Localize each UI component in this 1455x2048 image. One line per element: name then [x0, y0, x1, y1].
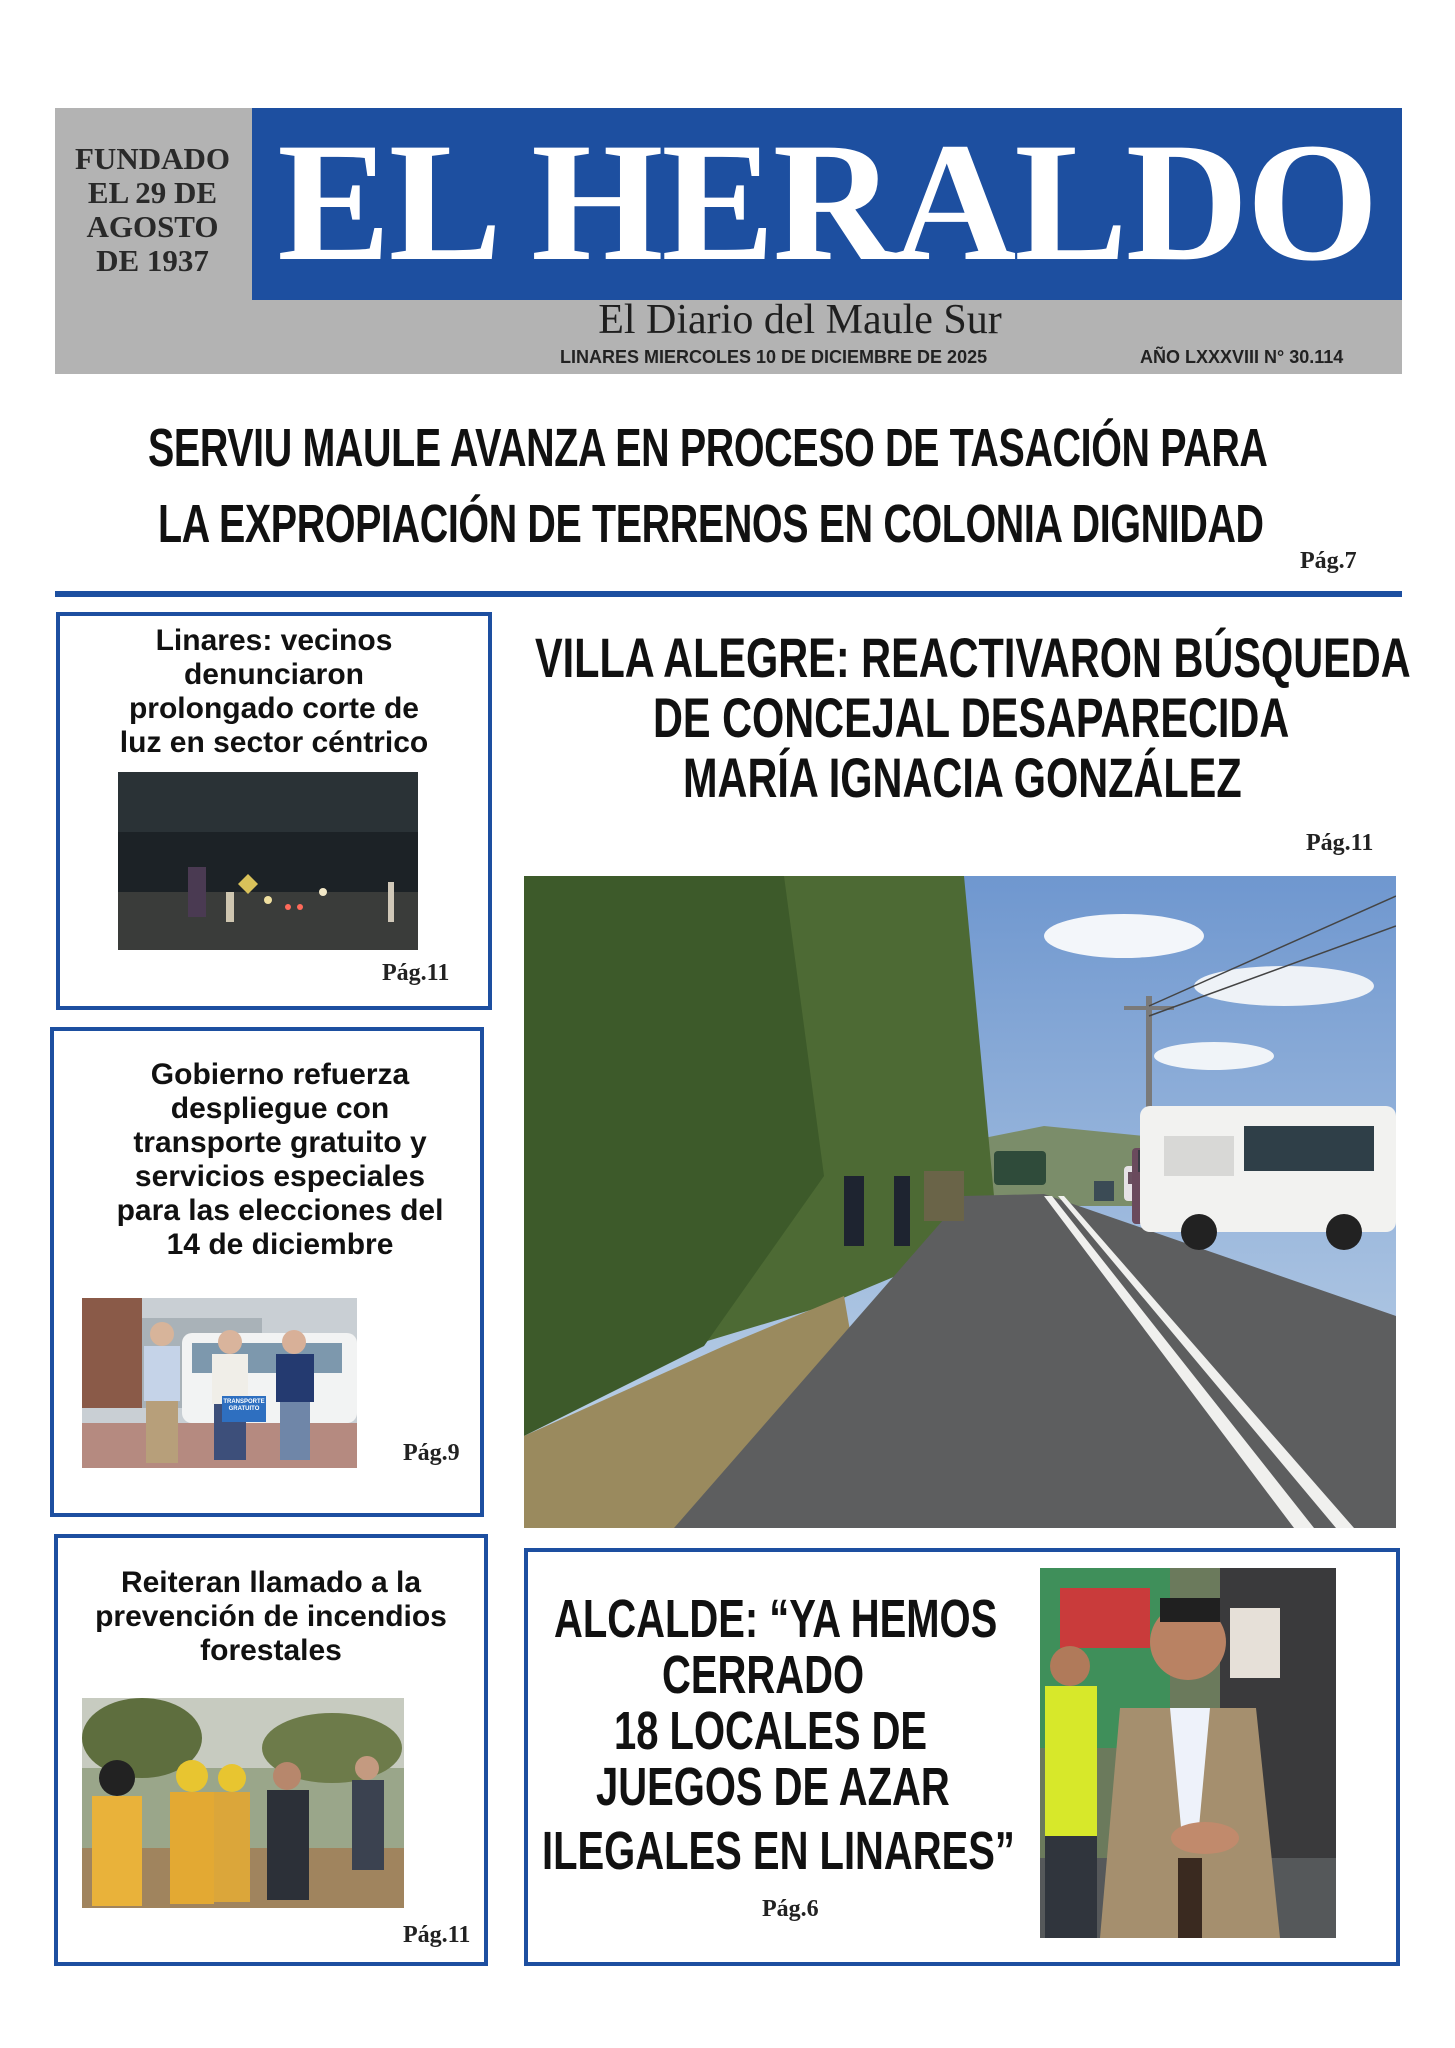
- firefighters-photo: [82, 1698, 404, 1908]
- headline-line: Linares: vecinos: [155, 624, 393, 657]
- founded-line: DE 1937: [96, 243, 209, 278]
- headline-line: prevención de incendios: [95, 1600, 447, 1633]
- main-headline[interactable]: [535, 626, 1411, 809]
- headline-line: transporte gratuito y: [133, 1126, 427, 1159]
- lead-headline-line1[interactable]: SERVIU MAULE AVANZA EN PROCESO DE TASACIÓN PARA: [148, 418, 1268, 478]
- founded-line: AGOSTO: [86, 209, 219, 244]
- mayor-headline-line: ILEGALES EN LINARES”: [542, 1821, 1015, 1881]
- mayor-headline[interactable]: [530, 1589, 1015, 1890]
- side1-page-ref: Pág.11: [382, 960, 450, 986]
- divider-rule: [55, 591, 1402, 597]
- issue-number: AÑO LXXXVIII N° 30.114: [1140, 347, 1344, 367]
- newspaper-title: EL HERALDO: [277, 108, 1377, 296]
- founded-line: EL 29 DE: [87, 175, 218, 210]
- mayor-headline-line: ALCALDE: “YA HEMOS: [554, 1589, 998, 1649]
- side3-page-ref: Pág.11: [403, 1922, 471, 1948]
- side-story-headline[interactable]: [70, 1058, 490, 1262]
- mayor-headline-line: JUEGOS DE AZAR: [596, 1757, 950, 1817]
- headline-line: 14 de diciembre: [166, 1228, 394, 1261]
- side-story-headline[interactable]: [58, 1566, 484, 1668]
- mayor-page-ref: Pág.6: [762, 1896, 819, 1922]
- main-headline-line3: MARÍA IGNACIA GONZÁLEZ: [683, 746, 1242, 809]
- dateline: LINARES MIERCOLES 10 DE DICIEMBRE DE 2025: [560, 347, 988, 367]
- main-page-ref: Pág.11: [1306, 830, 1374, 856]
- main-headline-line1: VILLA ALEGRE: REACTIVARON BÚSQUEDA: [535, 626, 1411, 689]
- headline-line: prolongado corte de: [128, 692, 419, 725]
- side2-page-ref: Pág.9: [403, 1440, 460, 1466]
- founded-note: [55, 142, 250, 278]
- main-headline-line2: DE CONCEJAL DESAPARECIDA: [653, 686, 1290, 749]
- headline-line: despliegue con: [170, 1092, 390, 1125]
- lead-headline-line2[interactable]: LA EXPROPIACIÓN DE TERRENOS EN COLONIA DIGNIDAD: [158, 494, 1264, 554]
- headline-line: luz en sector céntrico: [119, 726, 429, 759]
- headline-line: para las elecciones del: [116, 1194, 444, 1227]
- night-street-photo: [118, 772, 418, 950]
- mayor-photo: [1040, 1568, 1336, 1938]
- search-roadside-photo: [524, 876, 1396, 1528]
- lead-page-ref: Pág.7: [1300, 548, 1357, 574]
- side-story-headline[interactable]: [60, 624, 488, 760]
- officials-transport-photo: [82, 1298, 357, 1468]
- headline-line: denunciaron: [183, 658, 364, 691]
- headline-line: Reiteran llamado a la: [120, 1566, 422, 1599]
- transport-sign-text: TRANSPORTE GRATUITO: [223, 1399, 265, 1412]
- headline-line: forestales: [200, 1634, 342, 1667]
- headline-line: servicios especiales: [134, 1160, 426, 1193]
- headline-line: Gobierno refuerza: [150, 1058, 410, 1091]
- mayor-headline-line: CERRADO: [662, 1645, 865, 1705]
- founded-line: FUNDADO: [75, 141, 230, 176]
- newspaper-subtitle: El Diario del Maule Sur: [598, 297, 1002, 343]
- mayor-headline-line: 18 LOCALES DE: [614, 1701, 928, 1761]
